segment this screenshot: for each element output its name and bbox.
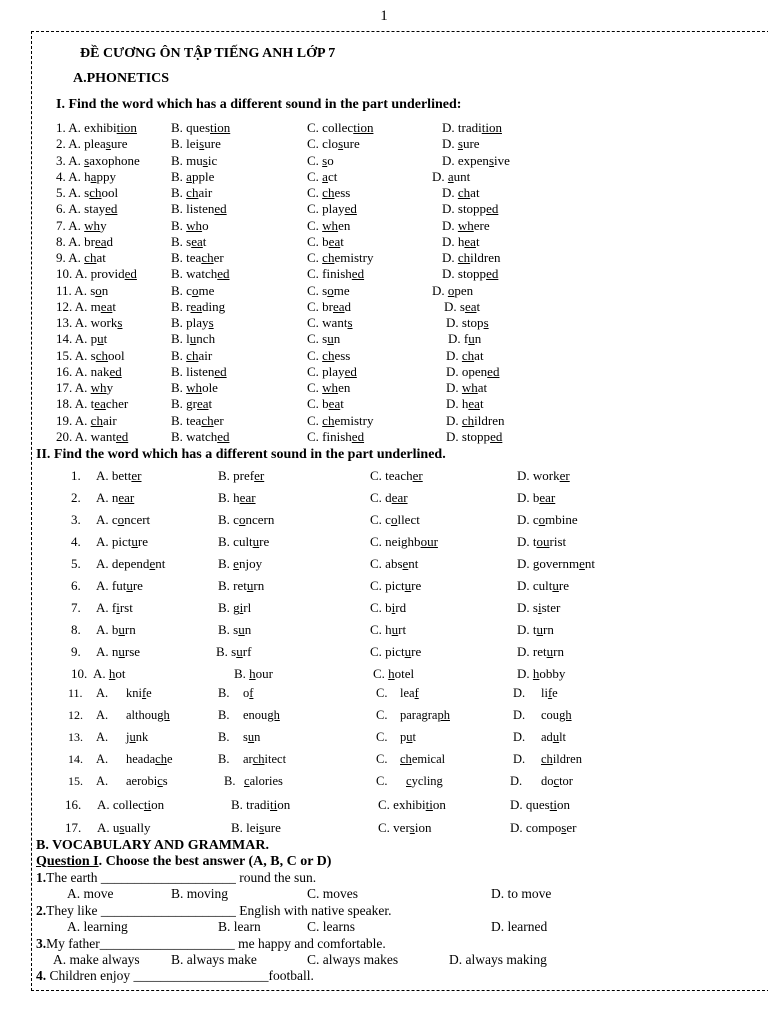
part1-q17-opt-b: B. whole <box>171 380 218 395</box>
part2-q15-letter-b: B. <box>224 774 236 788</box>
part1-q6-opt-d: D. stopped <box>442 201 499 217</box>
part2-q6-opt-b: B. return <box>218 578 265 593</box>
part2-q13-letter-b: B. <box>218 730 230 744</box>
part2-q4-opt-b: B. culture <box>218 534 270 549</box>
part1-q10-opt-b: B. watched <box>171 266 230 282</box>
part2-q6-opt-c: C. picture <box>370 578 422 593</box>
part2-q15-letter-d: D. <box>510 774 523 788</box>
section-vocabulary-heading: B. VOCABULARY AND GRAMMAR. <box>36 838 269 853</box>
part2-q4-number: 4. <box>71 534 81 549</box>
part1-q9-opt-b: B. teacher <box>171 250 224 265</box>
part1-q8-opt-d: D. heat <box>442 233 480 249</box>
part1-q7-opt-b: B. who <box>171 217 209 233</box>
part2-q9-opt-b: B. surf <box>216 644 252 659</box>
part2-q16-opt-a: A. collection <box>97 797 165 812</box>
part1-q13-opt-c: C. wants <box>307 315 353 330</box>
part1-q14-opt-b: B. lunch <box>171 331 216 347</box>
part2-q8-number: 8. <box>71 622 81 637</box>
part2-q3-opt-d: D. combine <box>517 512 578 527</box>
part2-q7-opt-a: A. first <box>96 600 133 615</box>
section-phonetics-heading: A.PHONETICS <box>73 71 170 86</box>
part1-q7-opt-c: C. when <box>307 217 351 233</box>
part1-q2-opt-b: B. leisure <box>171 136 221 152</box>
part1-q6-opt-b: B. listened <box>171 201 227 217</box>
part1-q14-opt-d: D. fun <box>448 331 482 347</box>
part1-q8-opt-a: 8. A. bread <box>56 233 114 249</box>
part2-q16-number: 16. <box>65 797 82 812</box>
question-1-opt-c: C. moves <box>307 886 359 901</box>
part2-q7-opt-d: D. sister <box>517 600 561 615</box>
part1-q19-opt-b: B. teacher <box>171 412 224 428</box>
part1-q4-opt-c: C. act <box>307 168 338 184</box>
part1-heading: I. Find the word which has a different sound in the part underlined: <box>56 97 462 112</box>
question-2-opt-b: B. learn <box>218 919 261 934</box>
part1-q3-opt-a: 3. A. saxophone <box>56 152 140 168</box>
part2-q11-opt-c: leaf <box>400 686 419 700</box>
part2-q5-opt-d: D. government <box>517 556 596 571</box>
part2-q12-opt-c: paragraph <box>400 708 450 722</box>
question-2-stem: 2.They like ____________________ English with native speaker. <box>36 903 392 918</box>
part1-q16-opt-c: C. played <box>307 363 357 379</box>
part1-q19-opt-d: D. children <box>446 412 505 428</box>
part2-q11-letter-c: C. <box>376 686 388 700</box>
part2-q14-opt-b: architect <box>243 752 287 766</box>
part1-q1-opt-b: B. question <box>171 120 231 135</box>
part1-q15-opt-b: B. chair <box>171 347 213 363</box>
part2-q2-opt-d: D. bear <box>517 490 556 505</box>
part2-q14-letter-c: C. <box>376 752 388 766</box>
page-number: 1 <box>380 8 388 24</box>
question-3-stem: 3.My father____________________ me happy and comfortable. <box>36 936 386 951</box>
part1-q16-opt-b: B. listened <box>171 363 227 379</box>
part2-q12-opt-a: although <box>126 708 170 722</box>
part1-q1-opt-a: 1. A. exhibition <box>56 120 137 135</box>
part1-q3-opt-b: B. music <box>171 152 218 168</box>
part2-q6-number: 6. <box>71 578 81 593</box>
question-1-stem: 1.The earth ____________________ round the sun. <box>36 870 317 885</box>
part1-q11-opt-c: C. some <box>307 282 350 298</box>
part2-q11-letter-b: B. <box>218 686 230 700</box>
part1-q13-opt-a: 13. A. works <box>56 315 123 330</box>
part2-q11-opt-b: of <box>243 686 254 700</box>
part2-q3-opt-c: C. collect <box>370 512 420 527</box>
part1-q16-opt-d: D. opened <box>446 363 500 379</box>
part2-q13-number: 13. <box>68 730 83 744</box>
part2-q1-opt-d: D. worker <box>517 468 570 483</box>
part2-q12-letter-b: B. <box>218 708 230 722</box>
part1-q4-opt-d: D. aunt <box>432 168 471 184</box>
part1-q18-opt-a: 18. A. teacher <box>56 396 129 412</box>
part1-q10-opt-a: 10. A. provided <box>56 266 137 282</box>
part2-q4-opt-a: A. picture <box>96 534 148 549</box>
part1-q17-opt-d: D. what <box>446 380 488 395</box>
part1-q13-opt-d: D. stops <box>446 315 489 330</box>
part2-q10-number: 10. <box>71 666 88 681</box>
part2-q5-number: 5. <box>71 556 81 571</box>
part1-q5-opt-b: B. chair <box>171 185 213 200</box>
part1-q10-opt-c: C. finished <box>307 266 365 282</box>
question-1-opt-b: B. moving <box>171 886 229 901</box>
question-2-opt-c: C. learns <box>307 919 355 934</box>
part1-q4-opt-a: 4. A. happy <box>56 168 116 184</box>
part1-q5-opt-d: D. chat <box>442 185 480 200</box>
part1-q6-opt-a: 6. A. stayed <box>56 201 118 217</box>
part2-q13-opt-a: junk <box>126 730 149 744</box>
part2-q3-opt-b: B. concern <box>218 512 275 527</box>
part1-q15-opt-a: 15. A. school <box>56 347 125 363</box>
question-2-opt-d: D. learned <box>491 919 548 934</box>
part1-q5-opt-c: C. chess <box>307 185 351 200</box>
part2-q11-letter-a: A. <box>96 686 109 700</box>
part1-q11-opt-d: D. open <box>432 282 474 298</box>
part1-q14-opt-a: 14. A. put <box>56 331 108 347</box>
part2-q10-opt-c: C. hotel <box>373 666 415 681</box>
part2-q4-opt-c: C. neighbour <box>370 534 438 549</box>
part2-q15-opt-a: aerobics <box>126 774 168 788</box>
part1-q18-opt-d: D. heat <box>446 396 484 412</box>
part2-q12-letter-c: C. <box>376 708 388 722</box>
part1-q1-opt-d: D. tradition <box>442 120 502 135</box>
part2-q1-opt-c: C. teacher <box>370 468 423 483</box>
part1-q12-opt-d: D. seat <box>444 298 481 314</box>
part1-q10-opt-d: D. stopped <box>442 266 499 282</box>
part2-q9-number: 9. <box>71 644 81 659</box>
part1-q15-opt-c: C. chess <box>307 347 351 363</box>
part2-q8-opt-b: B. sun <box>218 622 252 637</box>
part2-q5-opt-a: A. dependent <box>96 556 166 571</box>
part2-q9-opt-c: C. picture <box>370 644 422 659</box>
part2-q7-opt-c: C. bird <box>370 600 407 615</box>
question-2-opt-a: A. learning <box>67 919 128 934</box>
part2-q2-opt-a: A. near <box>96 490 135 505</box>
part2-q11-letter-d: D. <box>513 686 526 700</box>
part1-q15-opt-d: D. chat <box>446 347 484 363</box>
part2-q17-number: 17. <box>65 820 82 835</box>
part2-q10-opt-b: B. hour <box>234 666 274 681</box>
part2-q8-opt-a: A. burn <box>96 622 136 637</box>
part2-heading: II. Find the word which has a different sound in the part underlined. <box>36 447 446 462</box>
question-1-opt-a: A. move <box>67 886 114 901</box>
part2-q11-number: 11. <box>68 686 83 700</box>
part2-q1-opt-a: A. better <box>96 468 142 483</box>
part2-q13-opt-d: adult <box>541 730 567 744</box>
part2-q2-number: 2. <box>71 490 81 505</box>
part2-q15-opt-d: doctor <box>541 774 573 788</box>
part2-q6-opt-a: A. future <box>96 578 143 593</box>
part2-q12-opt-b: enough <box>243 708 280 722</box>
part2-q7-opt-b: B. girl <box>218 600 252 615</box>
part2-q13-letter-c: C. <box>376 730 388 744</box>
part2-q15-letter-a: A. <box>96 774 109 788</box>
part1-q18-opt-b: B. great <box>171 396 213 412</box>
part2-q14-letter-a: A. <box>96 752 109 766</box>
part2-q2-opt-b: B. hear <box>218 490 256 505</box>
question-3-opt-a: A. make always <box>53 952 140 967</box>
part2-q1-opt-b: B. prefer <box>218 468 265 483</box>
part2-q3-opt-a: A. concert <box>96 512 151 527</box>
part1-q9-opt-c: C. chemistry <box>307 250 374 265</box>
part2-q17-opt-a: A. usually <box>97 820 151 835</box>
part2-q16-opt-b: B. tradition <box>231 797 291 812</box>
part1-q12-opt-c: C. bread <box>307 298 352 314</box>
part2-q13-opt-b: sun <box>243 730 261 744</box>
part2-q12-letter-d: D. <box>513 708 526 722</box>
part2-q13-letter-a: A. <box>96 730 109 744</box>
part1-q11-opt-b: B. come <box>171 282 215 298</box>
question-3-opt-b: B. always make <box>171 952 257 967</box>
part2-q4-opt-d: D. tourist <box>517 534 567 549</box>
part1-q18-opt-c: C. beat <box>307 396 344 412</box>
part2-q14-opt-d: children <box>541 752 582 766</box>
part1-q20-opt-d: D. stopped <box>446 428 503 444</box>
part1-q19-opt-a: 19. A. chair <box>56 412 117 428</box>
part1-q16-opt-a: 16. A. naked <box>56 363 122 379</box>
part1-q8-opt-c: C. beat <box>307 233 344 249</box>
question-1-heading: Question I. Choose the best answer (A, B, C or D) <box>36 854 332 869</box>
part2-q13-letter-d: D. <box>513 730 526 744</box>
part1-q2-opt-c: C. closure <box>307 136 360 152</box>
part2-q16-opt-d: D. question <box>510 797 570 812</box>
part2-q1-number: 1. <box>71 468 81 483</box>
part1-q13-opt-b: B. plays <box>171 315 214 330</box>
question-1-opt-d: D. to move <box>491 886 552 901</box>
part2-q14-opt-a: headache <box>126 752 173 766</box>
part2-q17-opt-d: D. composer <box>510 820 577 835</box>
part1-q8-opt-b: B. seat <box>171 233 207 249</box>
part2-q9-opt-d: D. return <box>517 644 564 659</box>
part1-q7-opt-a: 7. A. why <box>56 217 107 233</box>
part2-q15-number: 15. <box>68 774 83 788</box>
part1-q19-opt-c: C. chemistry <box>307 412 374 428</box>
part1-q12-opt-b: B. reading <box>171 298 226 314</box>
part1-q5-opt-a: 5. A. school <box>56 185 119 200</box>
part2-q8-opt-c: C. hurt <box>370 622 407 637</box>
part2-q13-opt-c: put <box>400 730 416 744</box>
part2-q15-opt-b: calories <box>244 774 283 788</box>
part2-q16-opt-c: C. exhibition <box>378 797 446 812</box>
question-3-opt-d: D. always making <box>449 952 547 967</box>
part2-q14-number: 14. <box>68 752 83 766</box>
part2-q11-opt-d: life <box>541 686 558 700</box>
part1-q9-opt-a: 9. A. chat <box>56 250 106 265</box>
part1-q2-opt-a: 2. A. pleasure <box>56 136 128 152</box>
part2-q12-number: 12. <box>68 708 83 722</box>
part2-q14-opt-c: chemical <box>400 752 446 766</box>
part1-q12-opt-a: 12. A. meat <box>56 298 116 314</box>
part1-q1-opt-c: C. collection <box>307 120 374 135</box>
part1-q3-opt-d: D. expensive <box>442 152 510 168</box>
part1-q20-opt-c: C. finished <box>307 428 365 444</box>
part2-q17-opt-c: C. version <box>378 820 432 835</box>
part2-q11-opt-a: knife <box>126 686 152 700</box>
part2-q9-opt-a: A. nurse <box>96 644 141 659</box>
part1-q20-opt-b: B. watched <box>171 428 230 444</box>
document-title: ĐỀ CƯƠNG ÔN TẬP TIẾNG ANH LỚP 7 <box>80 46 336 61</box>
part1-q17-opt-a: 17. A. why <box>56 380 114 395</box>
part2-q15-letter-c: C. <box>376 774 388 788</box>
question-3-opt-c: C. always makes <box>307 952 399 967</box>
part2-q10-opt-a: A. hot <box>93 666 126 681</box>
question-4-stem: 4. Children enjoy ____________________football. <box>36 968 314 983</box>
part1-q14-opt-c: C. sun <box>307 331 341 347</box>
part1-q2-opt-d: D. sure <box>442 136 480 152</box>
part1-q4-opt-b: B. apple <box>171 168 215 184</box>
part2-q5-opt-c: C. absent <box>370 556 419 571</box>
part1-q9-opt-d: D. children <box>442 250 501 265</box>
part2-q10-opt-d: D. hobby <box>517 666 566 681</box>
part2-q12-letter-a: A. <box>96 708 109 722</box>
part2-q14-letter-d: D. <box>513 752 526 766</box>
part2-q8-opt-d: D. turn <box>517 622 554 637</box>
part1-q20-opt-a: 20. A. wanted <box>56 428 129 444</box>
part1-q6-opt-c: C. played <box>307 201 357 217</box>
part2-q5-opt-b: B. enjoy <box>218 556 263 571</box>
part2-q12-opt-d: cough <box>541 708 572 722</box>
part2-q6-opt-d: D. culture <box>517 578 569 593</box>
part1-q11-opt-a: 11. A. son <box>56 282 109 298</box>
part2-q14-letter-b: B. <box>218 752 230 766</box>
part2-q2-opt-c: C. dear <box>370 490 408 505</box>
part1-q7-opt-d: D. where <box>442 217 490 233</box>
part2-q7-number: 7. <box>71 600 81 615</box>
part2-q17-opt-b: B. leisure <box>231 820 281 835</box>
part1-q3-opt-c: C. so <box>307 152 334 168</box>
part2-q3-number: 3. <box>71 512 81 527</box>
part1-q17-opt-c: C. when <box>307 380 351 395</box>
part2-q15-opt-c: cycling <box>406 774 443 788</box>
